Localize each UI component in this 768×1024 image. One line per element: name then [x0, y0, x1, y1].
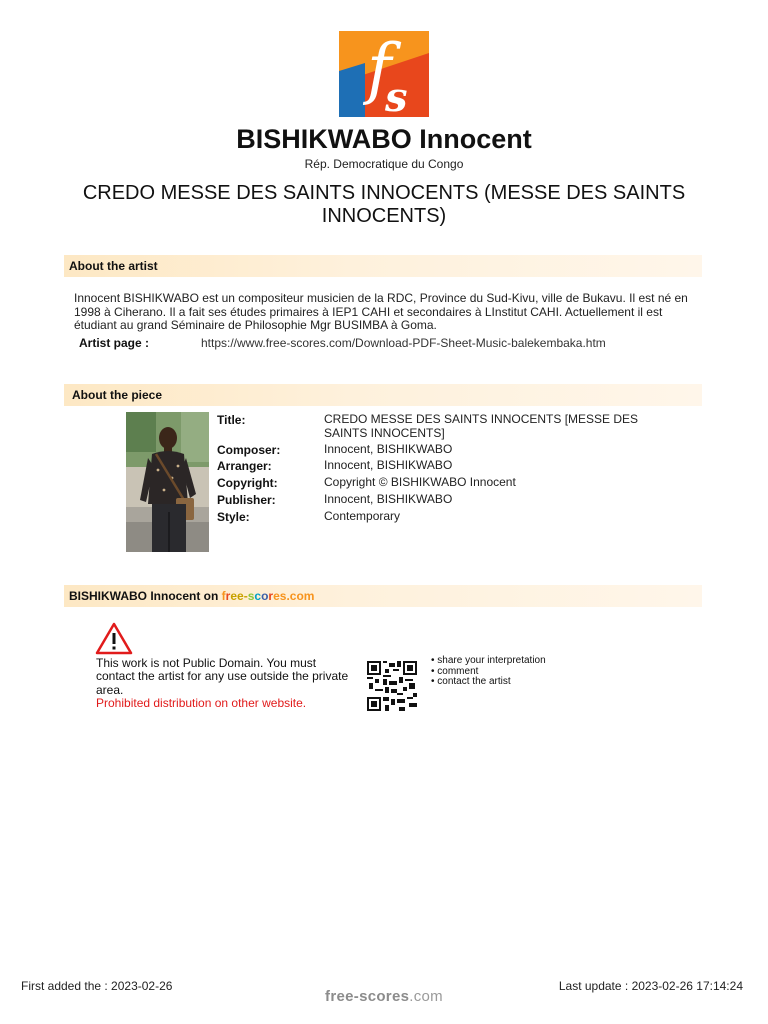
site-letter: es: [273, 589, 287, 603]
site-letter: s: [247, 589, 255, 603]
title-label: Title:: [217, 413, 246, 427]
last-update-date: Last update : 2023-02-26 17:14:24: [558, 979, 743, 993]
arranger-value: Innocent, BISHIKWABO: [324, 458, 453, 472]
copyright-label: Copyright:: [217, 476, 278, 490]
footer-logo-scores: scores: [359, 988, 410, 1005]
prohibited-distribution-notice: Prohibited distribution on other website.: [96, 695, 307, 710]
artist-page-link[interactable]: https://www.free-scores.com/Download-PDF-Sheet-Music-balekembaka.htm: [201, 336, 606, 350]
artist-on-free-scores-heading: [64, 585, 702, 607]
composer-value: Innocent, BISHIKWABO: [324, 442, 453, 456]
free-scores-site-link[interactable]: [222, 589, 315, 603]
qr-actions-list: [431, 656, 546, 688]
arranger-label: Arranger:: [217, 459, 272, 473]
share-interpretation-item[interactable]: • share your interpretation: [431, 655, 546, 666]
about-artist-heading: About the artist: [64, 255, 702, 277]
site-letter: ee-: [230, 589, 248, 603]
contact-artist-item[interactable]: • contact the artist: [431, 676, 511, 688]
site-letter: f: [221, 589, 226, 603]
site-letter: c: [254, 589, 262, 603]
publisher-value: Innocent, BISHIKWABO: [324, 492, 453, 506]
svg-text:s: s: [385, 74, 408, 117]
footer-logo-com: .com: [409, 988, 443, 1005]
footer-logo-free: free-: [325, 988, 360, 1005]
warning-triangle-icon: [95, 622, 133, 655]
footer-logo: [0, 988, 768, 1005]
qr-code-icon[interactable]: [367, 661, 417, 711]
comment-item[interactable]: • comment: [431, 665, 479, 677]
site-letter: r: [225, 589, 231, 603]
publisher-label: Publisher:: [217, 493, 276, 507]
free-scores-logo-icon: [339, 31, 429, 117]
artist-country: Rép. Democratique du Congo: [304, 157, 464, 171]
site-letter: r: [268, 589, 274, 603]
artist-name: BISHIKWABO Innocent: [236, 124, 532, 154]
title-value: CREDO MESSE DES SAINTS INNOCENTS [MESSE DES SAINTS INNOCENTS]: [324, 412, 639, 440]
style-label: Style:: [217, 510, 250, 524]
notice-text: This work is not Public Domain. You must contact the artist for any use outside the private area.: [96, 656, 349, 697]
site-letter: o: [261, 589, 269, 603]
copyright-value: Copyright © BISHIKWABO Innocent: [324, 475, 516, 489]
piece-title-heading: CREDO MESSE DES SAINTS INNOCENTS (MESSE DES SAINTS INNOCENTS): [82, 182, 686, 227]
style-value: Contemporary: [324, 509, 401, 523]
heading-prefix: BISHIKWABO Innocent on: [69, 589, 219, 603]
site-letter: .com: [286, 589, 315, 603]
composer-label: Composer:: [217, 443, 281, 457]
about-piece-heading: About the piece: [64, 384, 702, 406]
artist-page-label: Artist page :: [79, 336, 150, 350]
copyright-notice: [96, 657, 356, 710]
first-added-date: First added the : 2023-02-26: [21, 979, 173, 993]
svg-text:f: f: [367, 31, 392, 107]
artist-bio: Innocent BISHIKWABO est un compositeur musicien de la RDC, Province du Sud-Kivu, ville de Bukavu. Il est né en 1998 à Ciherano. Il a fait ses études primaires à IEP1 CAHI et secondaires à LInstitut CAHI. Actuellement il est étudiant au grand Séminaire de Philosophie Mgr BUSIMBA à Goma.: [74, 291, 688, 332]
artist-photo: [126, 412, 209, 552]
